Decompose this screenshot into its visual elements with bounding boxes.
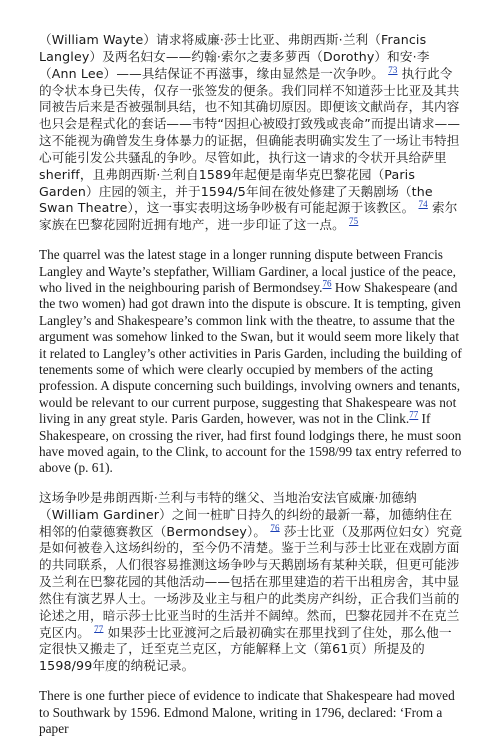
footnote-link-75[interactable]: 75 — [349, 216, 359, 227]
paragraph-text: The quarrel was the latest stage in a longer running dispute between Francis Langley and Wayte’s stepfather, William Gardiner, a local justice of the peace, who lived in the neighbouring parish of Bermondsey. — [39, 247, 457, 295]
paragraph-text: If Shakespeare, on crossing the river, had first found lodgings there, he must soon have moved again, to the Clink, to account for the 1598/99 tax entry referred to above (p. 61). — [39, 411, 462, 476]
paragraph-text: 如果莎士比亚渡河之后最初确实在那里找到了住处，那么他一定很快又搬走了，迁至克兰克区，方能解释上文（第61页）所提及的1598/99年度的纳税记录。 — [39, 624, 452, 674]
footnote-link-76[interactable]: 76 — [322, 278, 332, 289]
paragraph-spacer — [39, 675, 464, 688]
footnote-link-77[interactable]: 77 — [409, 409, 419, 420]
footnote-link-73[interactable]: 73 — [388, 64, 398, 75]
footnote-link-77[interactable]: 77 — [94, 623, 104, 634]
paragraph-chinese-1 — [39, 32, 464, 234]
paragraph-english-2 — [39, 688, 464, 737]
paragraph-text: 这场争吵是弗朗西斯·兰利与韦特的继父、当地治安法官威廉·加德纳（William Gardiner）之间一桩旷日持久的纠纷的最新一幕，加德纳住在相邻的伯蒙德赛教区（Bermondsey）。 — [39, 489, 453, 539]
footnote-link-76[interactable]: 76 — [270, 522, 280, 533]
paragraph-text: There is one further piece of evidence to indicate that Shakespeare had moved to Southwark by 1596. Edmond Malone, writing in 1796, declared: ‘From a paper — [39, 688, 455, 736]
paragraph-text: 索尔家族在巴黎花园附近拥有地产，进一步印证了这一点。 — [39, 200, 458, 233]
paragraph-spacer — [39, 234, 464, 247]
paragraph-english-1 — [39, 247, 464, 477]
paragraph-spacer — [39, 477, 464, 490]
paragraph-text: （William Wayte）请求将威廉·莎士比亚、弗朗西斯·兰利（Francis Langley）及两名妇女——约翰·索尔之妻多萝西（Dorothy）和安·李（Ann Lee）——具结保证不再滋事，缘由显然是一次争吵。 — [39, 32, 430, 81]
paragraph-text: How Shakespeare (and the two women) had got drawn into the dispute is obscure. It is tempting, given Langley’s and Shakespeare’s common link with the theatre, to assume that the argument was somehow linked to the Swan, but it would seem more likely that it related to Langley’s other activities in Paris Garden, including the building of tenements some of which were clearly occupied by members of the acting profession. A dispute concerning such buildings, involving owners and tenants, would be relevant to our current purpose, suggesting that Shakespeare was not living in any great style. Paris Garden, however, was not in the Clink. — [39, 279, 462, 427]
footnote-link-74[interactable]: 74 — [418, 199, 428, 210]
paragraph-text: 执行此令的令状本身已失传，仅存一张签发的便条。我们同样不知道莎士比亚及其共同被告后来是否被强制具结，也不知其确切原因。即便该文献尚存，其内容也只会是程式化的套话——韦特“因担心被殴打致残或丧命”而提出请求——这不能视为确曾发生身体暴力的证据，但确能表明确实发生了一场让韦特担心可能引发公共骚乱的争吵。尽管如此，执行这一请求的令状开具给萨里 sheriff，且弗朗西斯·兰利自1589年起便是南华克巴黎花园（Paris Garden）庄园的领主，并于1594/5年间在彼处修建了天鹅剧场（the Swan Theatre），这一事实表明这场争吵极有可能起源于该教区。 — [39, 65, 461, 216]
paragraph-text: 莎士比亚（及那两位妇女）究竟是如何被卷入这场纠纷的，至今仍不清楚。鉴于兰利与莎士比亚在戏剧方面的共同联系，人们很容易推测这场争吵与天鹅剧场有某种关联，但更可能涉及兰利在巴黎花园的其他活动——包括在那里建造的若干出租房舍，其中显然住有演艺界人士。一场涉及业主与租户的此类房产纠纷，正合我们当前的论述之用，暗示莎士比亚当时的生活并不阔绰。然而，巴黎花园并不在克兰克区内。 — [39, 523, 463, 640]
document-page — [39, 32, 464, 737]
paragraph-chinese-2 — [39, 490, 464, 675]
